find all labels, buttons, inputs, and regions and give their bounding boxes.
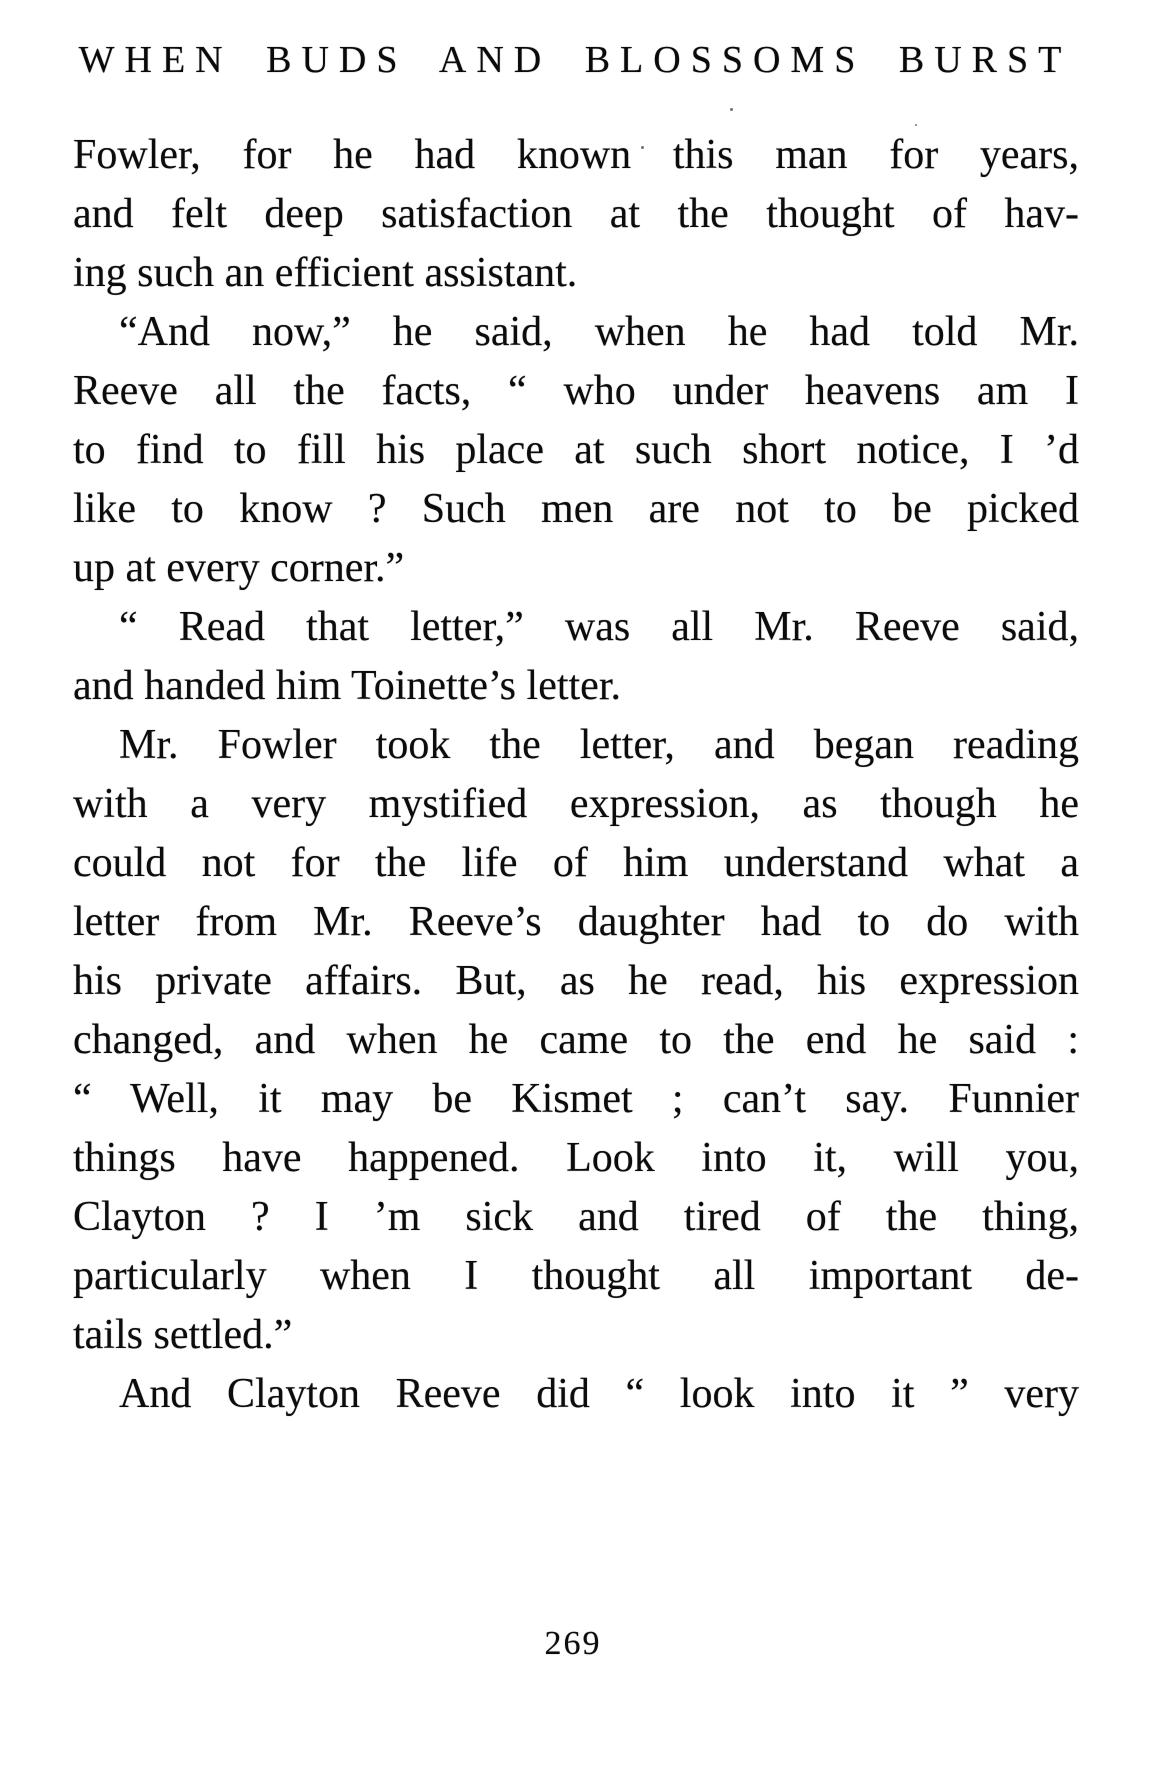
text-line: ing such an efficient assistant. xyxy=(73,250,578,296)
page-number: 269 xyxy=(544,1625,602,1662)
text-line: to find to fill his place at such short notice, I ’d xyxy=(73,427,1079,473)
text-line: his private affairs. But, as he read, his expression xyxy=(73,958,1079,1004)
text-line: “And now,” he said, when he had told Mr. xyxy=(119,309,1079,355)
text-line: “ Read that letter,” was all Mr. Reeve said, xyxy=(119,604,1079,650)
text-line: particularly when I thought all important de- xyxy=(73,1253,1079,1299)
scan-speck xyxy=(730,108,733,111)
text-line: Mr. Fowler took the letter, and began reading xyxy=(119,722,1079,768)
text-line: with a very mystified expression, as though he xyxy=(73,781,1079,827)
text-line: and felt deep satisfaction at the thought of hav- xyxy=(73,191,1079,237)
text-line: up at every corner.” xyxy=(73,545,405,591)
text-line: Clayton ? I ’m sick and tired of the thing, xyxy=(73,1194,1079,1240)
text-line: and handed him Toinette’s letter. xyxy=(73,663,621,709)
text-line: could not for the life of him understand what a xyxy=(73,840,1079,886)
text-line: things have happened. Look into it, will you, xyxy=(73,1135,1079,1181)
page-body-text xyxy=(73,126,1079,1424)
text-line: Reeve all the facts, “ who under heavens am I xyxy=(73,368,1079,414)
running-header: WHEN BUDS AND BLOSSOMS BURST xyxy=(78,39,1072,81)
text-line: And Clayton Reeve did “ look into it ” very xyxy=(119,1371,1079,1417)
text-line: changed, and when he came to the end he said : xyxy=(73,1017,1079,1063)
text-line: tails settled.” xyxy=(73,1312,293,1358)
text-line: “ Well, it may be Kismet ; can’t say. Funnier xyxy=(73,1076,1079,1122)
text-line: letter from Mr. Reeve’s daughter had to do with xyxy=(73,899,1079,945)
text-line: Fowler, for he had known this man for years, xyxy=(73,132,1079,178)
text-line: like to know ? Such men are not to be picked xyxy=(73,486,1079,532)
